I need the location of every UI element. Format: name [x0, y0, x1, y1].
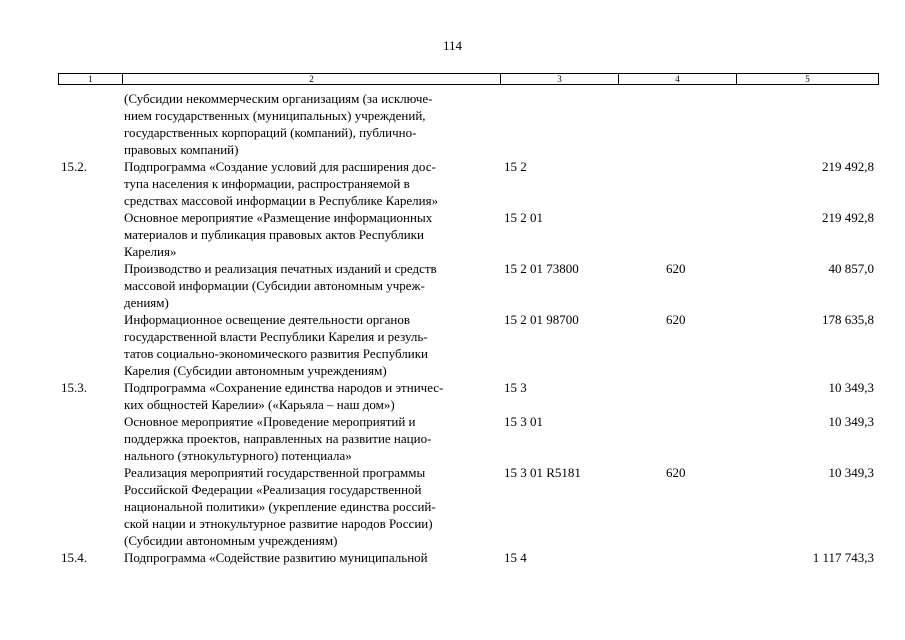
table-row: [58, 209, 878, 260]
table-row: [58, 158, 878, 209]
table-row: [58, 311, 878, 379]
row-amount: 10 349,3: [828, 465, 874, 480]
row-number: [58, 90, 122, 158]
row-expense-type: [618, 549, 736, 566]
row-expense-type: 620: [666, 465, 686, 480]
table-row: [58, 90, 878, 158]
column-header-4: 4: [619, 74, 737, 85]
row-description: Производство и реализация печатных изданий и средств массовой информации (Субсидии автономным учреж- дениям): [124, 261, 437, 310]
row-amount: 1 117 743,3: [812, 550, 874, 565]
row-description: (Субсидии некоммерческим организациям (за исключе- нием государственных (муниципальных) учреждений, государственных корпораций (компаний), публично- правовых компаний): [124, 91, 433, 157]
row-number: [58, 209, 122, 260]
row-amount: [736, 90, 878, 158]
row-number: 15.3.: [61, 380, 87, 395]
row-amount: 178 635,8: [822, 312, 874, 327]
row-expense-type: [618, 158, 736, 209]
column-header-1: 1: [59, 74, 123, 85]
row-description: Подпрограмма «Создание условий для расширения дос- тупа населения к информации, распространяемой в средствах массовой информации в Республике Карелия»: [124, 159, 439, 208]
row-number: 15.4.: [61, 550, 87, 565]
row-expense-type: [618, 413, 736, 464]
column-header-3: 3: [501, 74, 619, 85]
row-description: Основное мероприятие «Проведение мероприятий и поддержка проектов, направленных на развитие нацио- нального (этнокультурного) потенциала»: [124, 414, 432, 463]
column-header-2: 2: [123, 74, 501, 85]
table-row: [58, 464, 878, 549]
row-description: Основное мероприятие «Размещение информационных материалов и публикация правовых актов Республики Карелия»: [124, 210, 433, 259]
row-code: 15 2 01: [504, 210, 543, 225]
row-number: [58, 260, 122, 311]
row-number: [58, 413, 122, 464]
table-row: [58, 413, 878, 464]
row-number: [58, 311, 122, 379]
row-number: 15.2.: [61, 159, 87, 174]
row-code: 15 2 01 73800: [504, 261, 579, 276]
row-number: [58, 464, 122, 549]
row-amount: 40 857,0: [828, 261, 874, 276]
row-description: Реализация мероприятий государственной программы Российской Федерации «Реализация государственной национальной политики» (укрепление единства россий- ской нации и этнокультурное развитие народов России) (Субсидии автономным учреждениям): [124, 465, 436, 548]
row-code: 15 4: [504, 550, 527, 565]
column-header-table: [58, 73, 879, 85]
row-expense-type: 620: [666, 261, 686, 276]
row-amount: 219 492,8: [822, 159, 874, 174]
budget-table-body: [58, 90, 878, 566]
row-code: 15 3: [504, 380, 527, 395]
row-code: 15 2 01 98700: [504, 312, 579, 327]
table-row: [58, 260, 878, 311]
row-expense-type: [618, 90, 736, 158]
row-code: [500, 90, 618, 158]
row-description: Подпрограмма «Содействие развитию муниципальной: [124, 550, 428, 565]
row-code: 15 3 01: [504, 414, 543, 429]
row-code: 15 2: [504, 159, 527, 174]
row-amount: 219 492,8: [822, 210, 874, 225]
column-header-5: 5: [737, 74, 879, 85]
row-expense-type: 620: [666, 312, 686, 327]
row-expense-type: [618, 379, 736, 413]
row-description: Подпрограмма «Сохранение единства народов и этничес- ких общностей Карелии» («Карьяла – наш дом»): [124, 380, 444, 412]
row-amount: 10 349,3: [828, 414, 874, 429]
table-row: [58, 379, 878, 413]
row-amount: 10 349,3: [828, 380, 874, 395]
page-number: 114: [442, 38, 463, 53]
table-row: [58, 549, 878, 566]
row-expense-type: [618, 209, 736, 260]
row-description: Информационное освещение деятельности органов государственной власти Республики Карелия и резуль- татов социально-экономического развития Республики Карелия (Субсидии автономным учреждениям): [124, 312, 428, 378]
row-code: 15 3 01 R5181: [504, 465, 581, 480]
